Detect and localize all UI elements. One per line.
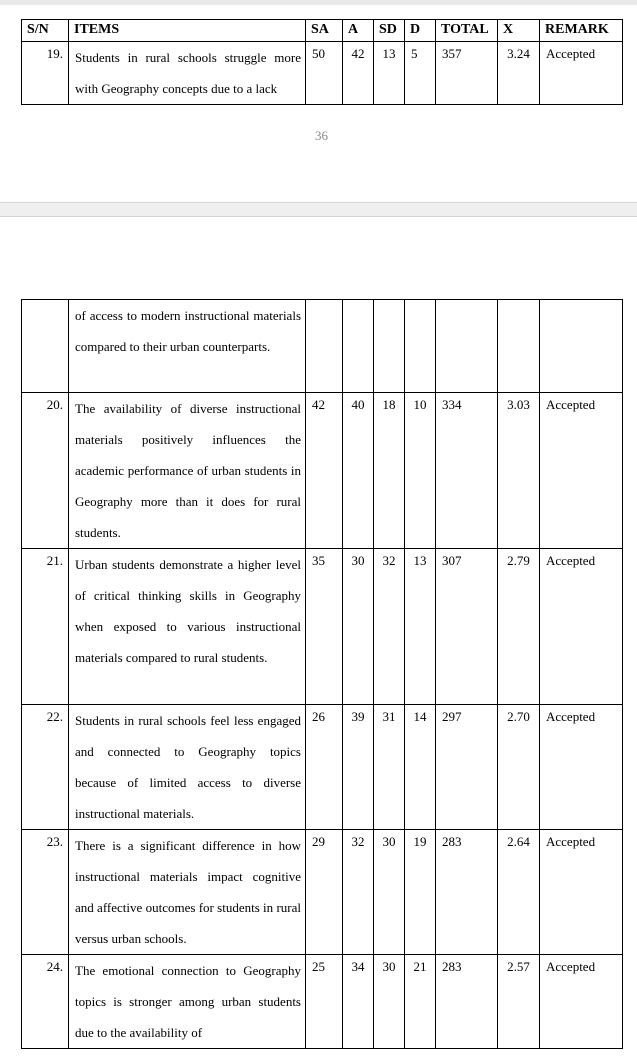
row-sd: 32 (374, 549, 405, 705)
row-sa: 42 (306, 393, 343, 549)
row-a: 39 (343, 705, 374, 830)
row-item: Urban students demonstrate a higher level of critical thinking skills in Geography when exposed to various instructional materials compared to rural students. (69, 549, 306, 705)
row-x: 3.03 (498, 393, 540, 549)
row-x: 2.57 (498, 955, 540, 1049)
row-sn: 24. (22, 955, 69, 1049)
results-table-page-1 (21, 19, 623, 105)
row-remark: Accepted (540, 705, 623, 830)
row-d: 10 (405, 393, 436, 549)
row-a: 32 (343, 830, 374, 955)
row-d-empty (405, 300, 436, 393)
row-d: 13 (405, 549, 436, 705)
row-item: Students in rural schools feel less engaged and connected to Geography topics because of limited access to diverse instructional materials. (69, 705, 306, 830)
header-sd: SD (374, 20, 405, 42)
row-sd: 30 (374, 830, 405, 955)
row-x: 2.70 (498, 705, 540, 830)
row-sn: 19. (22, 42, 69, 105)
row-item: The emotional connection to Geography topics is stronger among urban students due to the availability of (69, 955, 306, 1049)
row-a: 30 (343, 549, 374, 705)
row-remark: Accepted (540, 830, 623, 955)
row-sd: 30 (374, 955, 405, 1049)
row-x: 3.24 (498, 42, 540, 105)
row-total: 357 (436, 42, 498, 105)
row-total: 283 (436, 830, 498, 955)
row-item: Students in rural schools struggle more with Geography concepts due to a lack (69, 42, 306, 105)
row-d: 19 (405, 830, 436, 955)
row-total: 283 (436, 955, 498, 1049)
row-sa: 25 (306, 955, 343, 1049)
row-sa-empty (306, 300, 343, 393)
header-remark: REMARK (540, 20, 623, 42)
table-row-continued (22, 300, 623, 393)
header-sn: S/N (22, 20, 69, 42)
header-x: X (498, 20, 540, 42)
results-table-page-2 (21, 299, 623, 1049)
row-d: 5 (405, 42, 436, 105)
row-item: The availability of diverse instructional materials positively influences the academic performance of urban students in Geography more than it does for rural students. (69, 393, 306, 549)
row-remark: Accepted (540, 549, 623, 705)
page-break (0, 202, 637, 217)
row-sn: 20. (22, 393, 69, 549)
row-sa: 29 (306, 830, 343, 955)
row-remark-empty (540, 300, 623, 393)
row-sn: 21. (22, 549, 69, 705)
header-total: TOTAL (436, 20, 498, 42)
table-header-row (22, 20, 623, 42)
row-a: 40 (343, 393, 374, 549)
table-row (22, 830, 623, 955)
page-number: 36 (315, 128, 328, 143)
row-x: 2.64 (498, 830, 540, 955)
row-total-empty (436, 300, 498, 393)
header-items: ITEMS (69, 20, 306, 42)
header-d: D (405, 20, 436, 42)
row-a: 42 (343, 42, 374, 105)
row-sn: 22. (22, 705, 69, 830)
row-item: There is a significant difference in how instructional materials impact cognitive and affective outcomes for students in rural versus urban schools. (69, 830, 306, 955)
table-row (22, 42, 623, 105)
row-sn-empty (22, 300, 69, 393)
header-a: A (343, 20, 374, 42)
header-sa: SA (306, 20, 343, 42)
row-total: 307 (436, 549, 498, 705)
row-sd: 31 (374, 705, 405, 830)
table-row (22, 549, 623, 705)
row-total: 334 (436, 393, 498, 549)
table-row (22, 955, 623, 1049)
row-total: 297 (436, 705, 498, 830)
row-item: of access to modern instructional materials compared to their urban counterparts. (69, 300, 306, 393)
row-x: 2.79 (498, 549, 540, 705)
table-row (22, 705, 623, 830)
row-sd: 13 (374, 42, 405, 105)
row-sd: 18 (374, 393, 405, 549)
row-sa: 50 (306, 42, 343, 105)
row-sa: 35 (306, 549, 343, 705)
row-d: 21 (405, 955, 436, 1049)
table-row (22, 393, 623, 549)
row-x-empty (498, 300, 540, 393)
row-d: 14 (405, 705, 436, 830)
row-sd-empty (374, 300, 405, 393)
row-remark: Accepted (540, 42, 623, 105)
row-remark: Accepted (540, 955, 623, 1049)
row-a: 34 (343, 955, 374, 1049)
row-a-empty (343, 300, 374, 393)
row-sn: 23. (22, 830, 69, 955)
row-remark: Accepted (540, 393, 623, 549)
row-sa: 26 (306, 705, 343, 830)
top-page-edge (0, 0, 637, 5)
